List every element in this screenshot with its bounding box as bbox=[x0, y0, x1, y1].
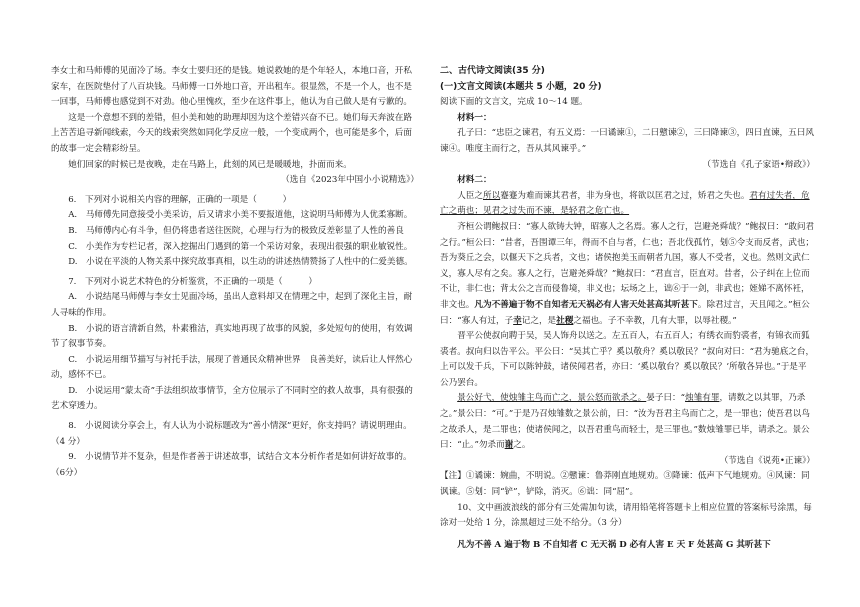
text-run: 之。 bbox=[513, 440, 531, 451]
annotation-note: 【注】①谲谏：婉曲，不明说。②戆谏：鲁莽刚直地规劝。③降谏：低声下气地规劝。④风谏：同讽谏。⑤刬：同“铲”，铲除，消灭。⑥诎：同“屈”。 bbox=[440, 471, 810, 498]
underlined-sentence: 景公好弋，使烛雏主鸟而亡之，景公怒而欲杀之。 bbox=[457, 393, 647, 404]
material-1-source: （节选自《孔子家语•辩政》） bbox=[702, 159, 815, 170]
question-10-punctuation-line: 凡为不善 A 遍于物 B 不自知者 C 无天祸 D 必有人害 E 天 F 处甚高 G 其听甚下 bbox=[457, 539, 771, 550]
question-7-option-b: B. 小说的语言清新自然，朴素雅洁，真实地再现了故事的风貌，多处短句的使用，有效调节了叙事节奏。 bbox=[51, 323, 413, 350]
material-2-paragraph-2 bbox=[440, 220, 815, 329]
material-2-paragraph-1 bbox=[440, 189, 815, 220]
story-paragraph-1: 李女士和马师傅的见面冷了场。李女士要归还的是钱。她说救她的是个年轻人，本地口音，开私家车，在医院垫付了八百块钱。马师傅一口外地口音，开出租车。很显然，不是一个人，也不是一回事，马师傅也感觉到不对劲。他心里愧疚，至少在这件事上，他认为自己做人是有亏歉的。 bbox=[51, 66, 412, 108]
question-7-option-d: D. 小说运用“蒙太奇”手法组织故事情节，全方位展示了不同时空的救人故事，具有很强的艺术穿透力。 bbox=[51, 385, 413, 412]
reading-instruction: 阅读下面的文言文，完成 10～14 题。 bbox=[440, 97, 588, 108]
marked-word: 谢 bbox=[504, 440, 514, 451]
text-run: 。除君过言，天且闻之。”桓公曰：“寡人有过，子 bbox=[440, 299, 810, 326]
text-run: 人臣之 bbox=[457, 190, 483, 201]
material-2-paragraph-3: 晋平公使叔向聘于吴，吴人饰舟以送之。左五百人，右五百人；有绣衣而豹裘者，有锦衣而狐裘者。叔向归以告平公。平公曰：“吴其亡乎？奚以敬舟？奚以敬民？”叔向对曰：“君为驰底之台，上可以发千兵，下可以陈钟鼓，诸侯闻君者，亦曰：‘奚以敬台？奚以敬民？’所敬各异也。”于是平公乃罢台。 bbox=[440, 331, 815, 388]
material-1-text: 孔子曰：“忠臣之谏君，有五义焉：一曰谲谏①，二曰戆谏②，三曰降谏③，四曰直谏，五曰风谏④。唯度主而行之，吾从其风谏乎。” bbox=[440, 128, 814, 154]
text-run: 晏子曰：“ bbox=[646, 393, 686, 404]
marked-word: 幸 bbox=[513, 315, 522, 326]
question-7-option-c: C. 小说运用细节描写与衬托手法，展现了普通民众精神世界 良善美好，读后让人怦然心动，感怀不已。 bbox=[51, 354, 413, 381]
material-2-label: 材料二： bbox=[457, 175, 492, 186]
wavy-line-passage: 凡为不善遍于物不自知者无天祸必有人害天处甚高其听甚下 bbox=[474, 299, 698, 310]
text-run: ，请数之以其罪，乃杀之。”景公曰：“可。”于是乃召烛雏数之景公前，曰：“汝为吾君主鸟而亡之，是一罪也；使吾君以鸟之故杀人，是二罪也；使诸侯闻之，以吾君重鸟而轻士，是三罪也。”数烛雏罪已毕，请杀之。景公曰：“止。”勿杀而 bbox=[440, 393, 810, 451]
question-6-option-c: C. 小美作为专栏记者，深入挖掘出门遇到的第一个采访对象，表现出很强的职业敏锐性。 bbox=[68, 241, 413, 252]
material-2-source: （节选自《说苑•正谏》） bbox=[719, 455, 815, 466]
material-2-paragraph-4 bbox=[440, 391, 815, 453]
subsection-heading: (一)文言文阅读(本题共 5 小题，20 分) bbox=[440, 81, 602, 92]
question-7-stem: 7. 下列对小说艺术特色的分析鉴赏，不正确的一项是（ ） bbox=[68, 276, 318, 287]
left-column bbox=[51, 64, 419, 481]
question-6-option-d: D. 小说在平淡的人物关系中探究故事真相，以生动的讲述热情赞扬了人性中的仁爱美德。 bbox=[68, 257, 413, 268]
material-1-label: 材料一： bbox=[457, 112, 492, 123]
question-6-option-b: B. 马师傅内心有斗争，但仍将患者送往医院，心理与行为的极致反差彰显了人性的善良 bbox=[68, 225, 404, 236]
marked-word: 社稷 bbox=[556, 315, 574, 326]
question-6-stem: 6. 下列对小说相关内容的理解，正确的一项是（ ） bbox=[68, 194, 292, 205]
story-paragraph-3: 她们回家的时候已是夜晚，走在马路上，此刻的风已是暖暖地，扑面而来。 bbox=[68, 159, 352, 170]
story-source: （选自《2023年中国小小说精选》） bbox=[281, 175, 419, 186]
text-run: 齐桓公谓鲍叔曰：“寡人欲铸大钟，昭寡人之名焉。寡人之行，岂避尧舜哉？”鲍叔曰：“敢问君之行。”桓公曰：“昔者，吾围谭三年，得而不自与者，仁也；吾北伐孤竹，刬⑤令支而反者，武也；吾为葵丘之会，以偃天下之兵者，文也；诸侯抱美玉而朝者九国，寡人不受者，义也。然则文武仁义，寡人尽有之矣。寡人之行，岂避尧舜哉？”鲍叔曰：“君直言，臣直对。昔者，公子纠在上位而不让，非仁也；背太公之言而侵鲁境，非义也；坛场之上，诎⑥于一剑，非武也；姪娣不离怀衽，非文也。 bbox=[440, 221, 815, 310]
question-8: 8. 小说阅读分享会上，有人认为小说标题改为“善小情深”更好，你支持吗？请说明理由。（4 分） bbox=[51, 421, 412, 447]
question-10: 10、文中画波浪线的部分有三处需加句读，请用铅笔将答题卡上相应位置的答案标号涂黑，每涂对一处给 1 分，涂黑超过三处不给分。（3 分） bbox=[440, 502, 812, 529]
underlined-sentence: 君有过失者，危亡之萌也；见君之过失而不谏，是轻君之危亡也。 bbox=[440, 190, 810, 217]
text-run: 蹇蹇为难而谏其君者，非为身也，将欲以匡君之过，矫君之失也。 bbox=[500, 190, 750, 201]
right-column bbox=[440, 64, 815, 553]
text-run: 之福也。子不幸教，几有大罪，以辱社稷。” bbox=[573, 315, 737, 326]
story-paragraph-2: 这是一个意想不到的差错，但小美和她的助理却因为这个差错兴奋不已。她们每天奔波在路上苦苦追寻新闻线索，今天的线索突然如同化学反应一般，一个变成两个，也可能是多个，后面的故事一定会精彩纷呈。 bbox=[51, 112, 412, 154]
underlined-phrase: 烛雏有罪 bbox=[685, 393, 720, 404]
question-7-option-a: A. 小说结尾马师傅与李女士见面冷场，虽出人意料却又在情理之中，起到了深化主旨，耐人寻味的作用。 bbox=[51, 292, 413, 318]
text-run: 记之，是 bbox=[521, 315, 557, 326]
section-heading: 二、古代诗文阅读(35 分) bbox=[440, 66, 545, 76]
underlined-word: 所以 bbox=[482, 190, 501, 201]
question-6-option-a: A. 马师傅先同意接受小美采访，后又请求小美不要报道他，这说明马师傅为人优柔寡断。 bbox=[68, 210, 413, 221]
question-9: 9. 小说情节并不复杂，但是作者善于讲述故事，试结合文本分析作者是如何讲好故事的。（6分） bbox=[51, 452, 412, 478]
